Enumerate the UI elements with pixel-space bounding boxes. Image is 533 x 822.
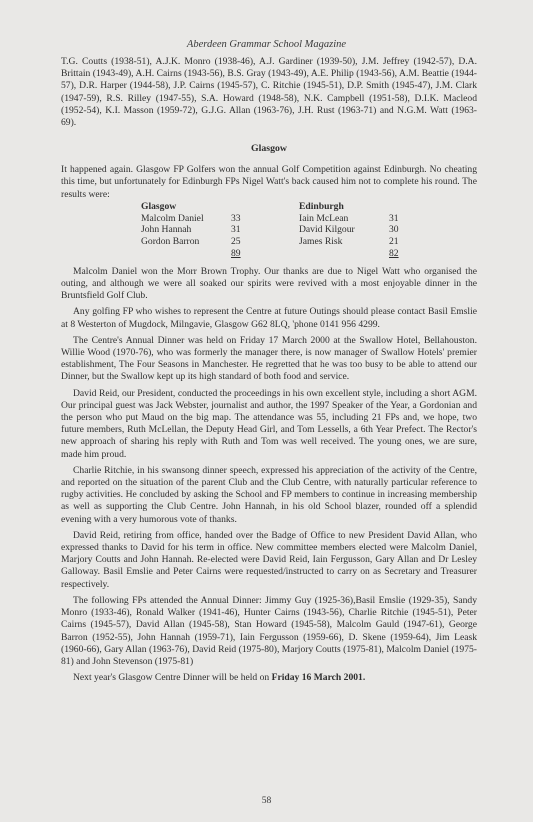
table-row — [141, 236, 409, 248]
page-body — [61, 56, 477, 684]
section-title: Glasgow — [251, 143, 287, 155]
team-glasgow-heading: Glasgow — [141, 200, 177, 212]
player-score: 30 — [389, 224, 399, 236]
team-edinburgh-heading: Edinburgh — [299, 200, 344, 212]
body-paragraph: David Reid, retiring from office, handed over the Badge of Office to new President David Allan, who expressed thanks to David for his term in office. New committee members elected were Malcolm Daniel, Marjory Coutts and John Hannah. Re-elected were David Reid, Iain Fergusson, Gary Allan and Dr Lesley Galloway. Basil Emslie and Peter Cairns were requested/instructed to carry on as Secretary and Treasurer respectively. — [61, 529, 477, 590]
body-paragraph: The following FPs attended the Annual Dinner: Jimmy Guy (1925-36),Basil Emslie (1929-35), Sandy Monro (1933-46), Ronald Walker (1941-46), Hunter Cairns (1943-56), Charlie Ritchie (1945-51), Peter Cairns (1945-57), David Allan (1945-58), Stan Howard (1945-58), Malcolm Gauld (1947-61), George Barron (1952-55), John Hannah (1959-71), Iain Fergusson (1959-66), D. Skene (1959-64), Jim Leask (1960-66), Gary Allan (1963-76), David Reid (1975-80), Marjory Coutts (1975-81), Malcolm Daniel (1975-81) and John Stevenson (1975-81) — [61, 594, 477, 667]
body-paragraph: Malcolm Daniel won the Morr Brown Trophy. Our thanks are due to Nigel Watt who organised the outing, and although we were all soaked our spirits were revived with a most enjoyable dinner in the Bruntsfield Golf Club. — [61, 265, 477, 302]
body-paragraph: Charlie Ritchie, in his swansong dinner speech, expressed his appreciation of the activity of the Centre, and reported on the situation of the parent Club and the Club Centre, with naturally particular reference to rugby activities. He concluded by asking the School and FP members to continue in increasing membership as well as supporting the Club Centre. John Hannah, in his old School blazer, rounded off a splendid evening with a very humorous vote of thanks. — [61, 464, 477, 525]
next-dinner-paragraph — [61, 672, 477, 684]
running-header: Aberdeen Grammar School Magazine — [186, 39, 347, 50]
player-name: David Kilgour — [299, 224, 355, 236]
player-name: Iain McLean — [299, 212, 349, 224]
table-row — [141, 224, 409, 236]
player-name: Gordon Barron — [141, 236, 200, 248]
body-paragraph: Any golfing FP who wishes to represent the Centre at future Outings should please contact Basil Emslie at 8 Westerton of Mugdock, Milngavie, Glasgow G62 8LQ, 'phone 0141 956 4299. — [61, 306, 477, 330]
attendee-list-paragraph: T.G. Coutts (1938-51), A.J.K. Monro (1938-46), A.J. Gardiner (1939-50), J.M. Jeffrey (1942-57), D.A. Brittain (1943-49), A.H. Cairns (1943-56), B.S. Gray (1943-49), A.E. Philip (1943-56), A.M. Beattie (1944-57), D.R. Harper (1944-58), J.P. Cairns (1945-57), C. Ritchie (1945-51), D.P. Smith (1945-47), J.M. Clark (1947-59), R.S. Rilley (1947-55), S.A. Howard (1948-58), N.K. Campbell (1951-58), D.I.K. Macleod (1952-54), K.I. Masson (1959-72), G.J.G. Allan (1963-76), J.H. Rust (1963-71) and N.G.M. Watt (1963-69). — [61, 56, 477, 129]
table-total-row — [141, 248, 409, 260]
table-header-row — [141, 201, 409, 213]
player-name: James Risk — [299, 236, 343, 248]
player-score: 31 — [389, 212, 399, 224]
golf-paragraph: It happened again. Glasgow FP Golfers won the annual Golf Competition against Edinburgh. No cheating this time, but unfortunately for Edinburgh FPs Nigel Watt's back caused him not to complete his round. The results were: — [61, 164, 477, 200]
player-score: 25 — [231, 236, 241, 248]
glasgow-total: 89 — [231, 248, 241, 260]
next-dinner-text: Next year's Glasgow Centre Dinner will be held on — [73, 672, 272, 684]
next-dinner-date: Friday 16 March 2001. — [271, 672, 366, 684]
edinburgh-total: 82 — [389, 248, 399, 260]
player-name: John Hannah — [141, 224, 192, 236]
golf-results-table — [141, 201, 409, 260]
player-name: Malcolm Daniel — [141, 212, 204, 224]
player-score: 21 — [389, 236, 399, 248]
body-paragraph: David Reid, our President, conducted the proceedings in his own excellent style, including a short AGM. Our principal guest was Jack Webster, journalist and author, the 1997 Speaker of the Year, a Gordonian and the person who put Maud on the big map. The attendance was 55, including 21 FPs and, we hope, two future members, Ruth McLellan, the Deputy Head Girl, and Tom Lessells, a 6th Year Prefect. The Rector's new approach of sharing his reply with Ruth and Tom was well received. The young ones, we are sure, made him proud. — [61, 387, 477, 460]
page-number: 58 — [261, 795, 272, 806]
player-score: 33 — [231, 212, 241, 224]
player-score: 31 — [231, 224, 241, 236]
table-row — [141, 213, 409, 225]
body-paragraph: The Centre's Annual Dinner was held on Friday 17 March 2000 at the Swallow Hotel, Bellahouston. Willie Wood (1970-76), who was formerly the manager there, is now manager of Swallow Hotels' premier establishment, The Four Seasons in Manchester. He regretted that he was too busy to be able to attend our Dinner, but the Swallow kept up its high standard of both food and service. — [61, 334, 477, 383]
